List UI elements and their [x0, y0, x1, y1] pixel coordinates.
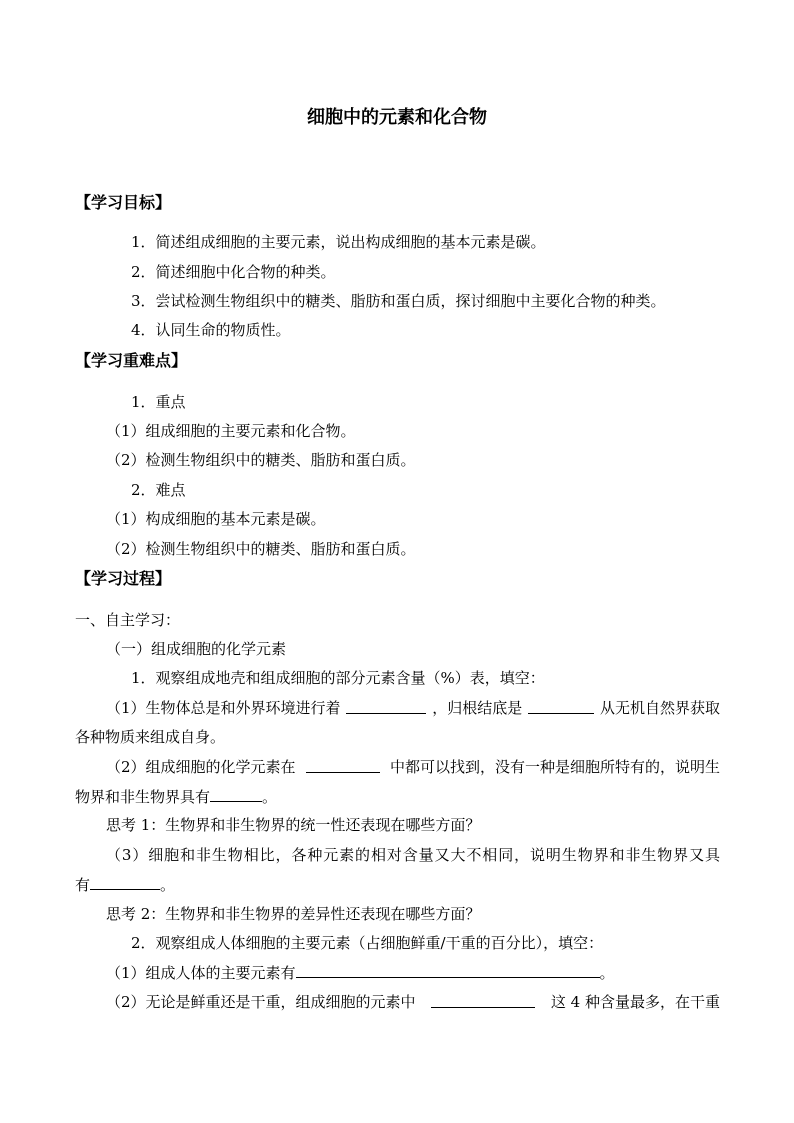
text: 有 [75, 876, 91, 894]
question-2: 2．观察组成人体细胞的主要元素（占细胞鲜重/干重的百分比），填空： [131, 934, 604, 952]
text: 中都可以找到，没有一种是细胞所特有的，说明生 [389, 758, 720, 776]
think-2: 思考 2：生物界和非生物界的差异性还表现在哪些方面？ [106, 905, 481, 923]
question-1-2-cont [75, 786, 277, 807]
keypoint-line: （1）组成细胞的主要元素和化合物。 [106, 422, 356, 440]
page-title: 细胞中的元素和化合物 [307, 107, 487, 128]
question-2-1 [106, 962, 615, 983]
keypoints-heading: 【学习重难点】 [75, 351, 188, 370]
question-1-1-cont: 各种物质来组成自身。 [75, 728, 226, 746]
keypoint-line: （2）检测生物组织中的糖类、脂肪和蛋白质。 [106, 451, 416, 469]
text: （2）无论是鲜重还是干重，组成细胞的元素中 [106, 993, 416, 1011]
objective-item-4: 4．认同生命的物质性。 [131, 321, 291, 339]
objective-item-3: 3．尝试检测生物组织中的糖类、脂肪和蛋白质，探讨细胞中主要化合物的种类。 [131, 292, 666, 310]
keypoint-line: 1．重点 [131, 393, 186, 411]
section-heading: 一、自主学习： [75, 611, 181, 629]
keypoint-line: （2）检测生物组织中的糖类、脂肪和蛋白质。 [106, 540, 416, 558]
text: 这 4 种含量最多，在干重 [550, 993, 720, 1011]
fill-blank[interactable] [210, 786, 262, 802]
keypoint-line: （1）构成细胞的基本元素是碳。 [106, 510, 326, 528]
text: 物界和非生物界具有 [75, 788, 211, 806]
text: 。 [599, 964, 615, 982]
text: 从无机自然界获取 [599, 699, 720, 717]
fill-blank[interactable] [431, 992, 535, 1008]
fill-blank[interactable] [306, 757, 380, 773]
text: （2）组成细胞的化学元素在 [106, 758, 296, 776]
question-1-3-cont [75, 874, 175, 895]
question-1-1 [106, 698, 720, 718]
question-2-2 [106, 992, 720, 1012]
process-heading: 【学习过程】 [75, 569, 172, 588]
text: 。 [262, 788, 278, 806]
objectives-heading: 【学习目标】 [75, 193, 172, 212]
think-1: 思考 1：生物界和非生物界的统一性还表现在哪些方面？ [106, 816, 481, 834]
fill-blank[interactable] [90, 874, 160, 890]
text: 。 [160, 876, 176, 894]
question-1-2 [106, 757, 720, 777]
keypoint-line: 2．难点 [131, 481, 186, 499]
fill-blank[interactable] [296, 962, 600, 978]
question-1-3: （3）细胞和非生物相比，各种元素的相对含量又大不相同，说明生物界和非生物界又具 [106, 846, 720, 864]
subsection-heading: （一）组成细胞的化学元素 [106, 640, 287, 658]
objective-item-1: 1．简述组成细胞的主要元素，说出构成细胞的基本元素是碳。 [131, 233, 546, 251]
question-1: 1．观察组成地壳和组成细胞的部分元素含量（%）表，填空： [131, 669, 545, 687]
objective-item-2: 2．简述细胞中化合物的种类。 [131, 263, 336, 281]
text: ，归根结底是 [432, 699, 523, 717]
text: （1）组成人体的主要元素有 [106, 964, 296, 982]
text: （1）生物体总是和外界环境进行着 [106, 699, 341, 717]
fill-blank[interactable] [528, 698, 594, 714]
fill-blank[interactable] [346, 698, 426, 714]
